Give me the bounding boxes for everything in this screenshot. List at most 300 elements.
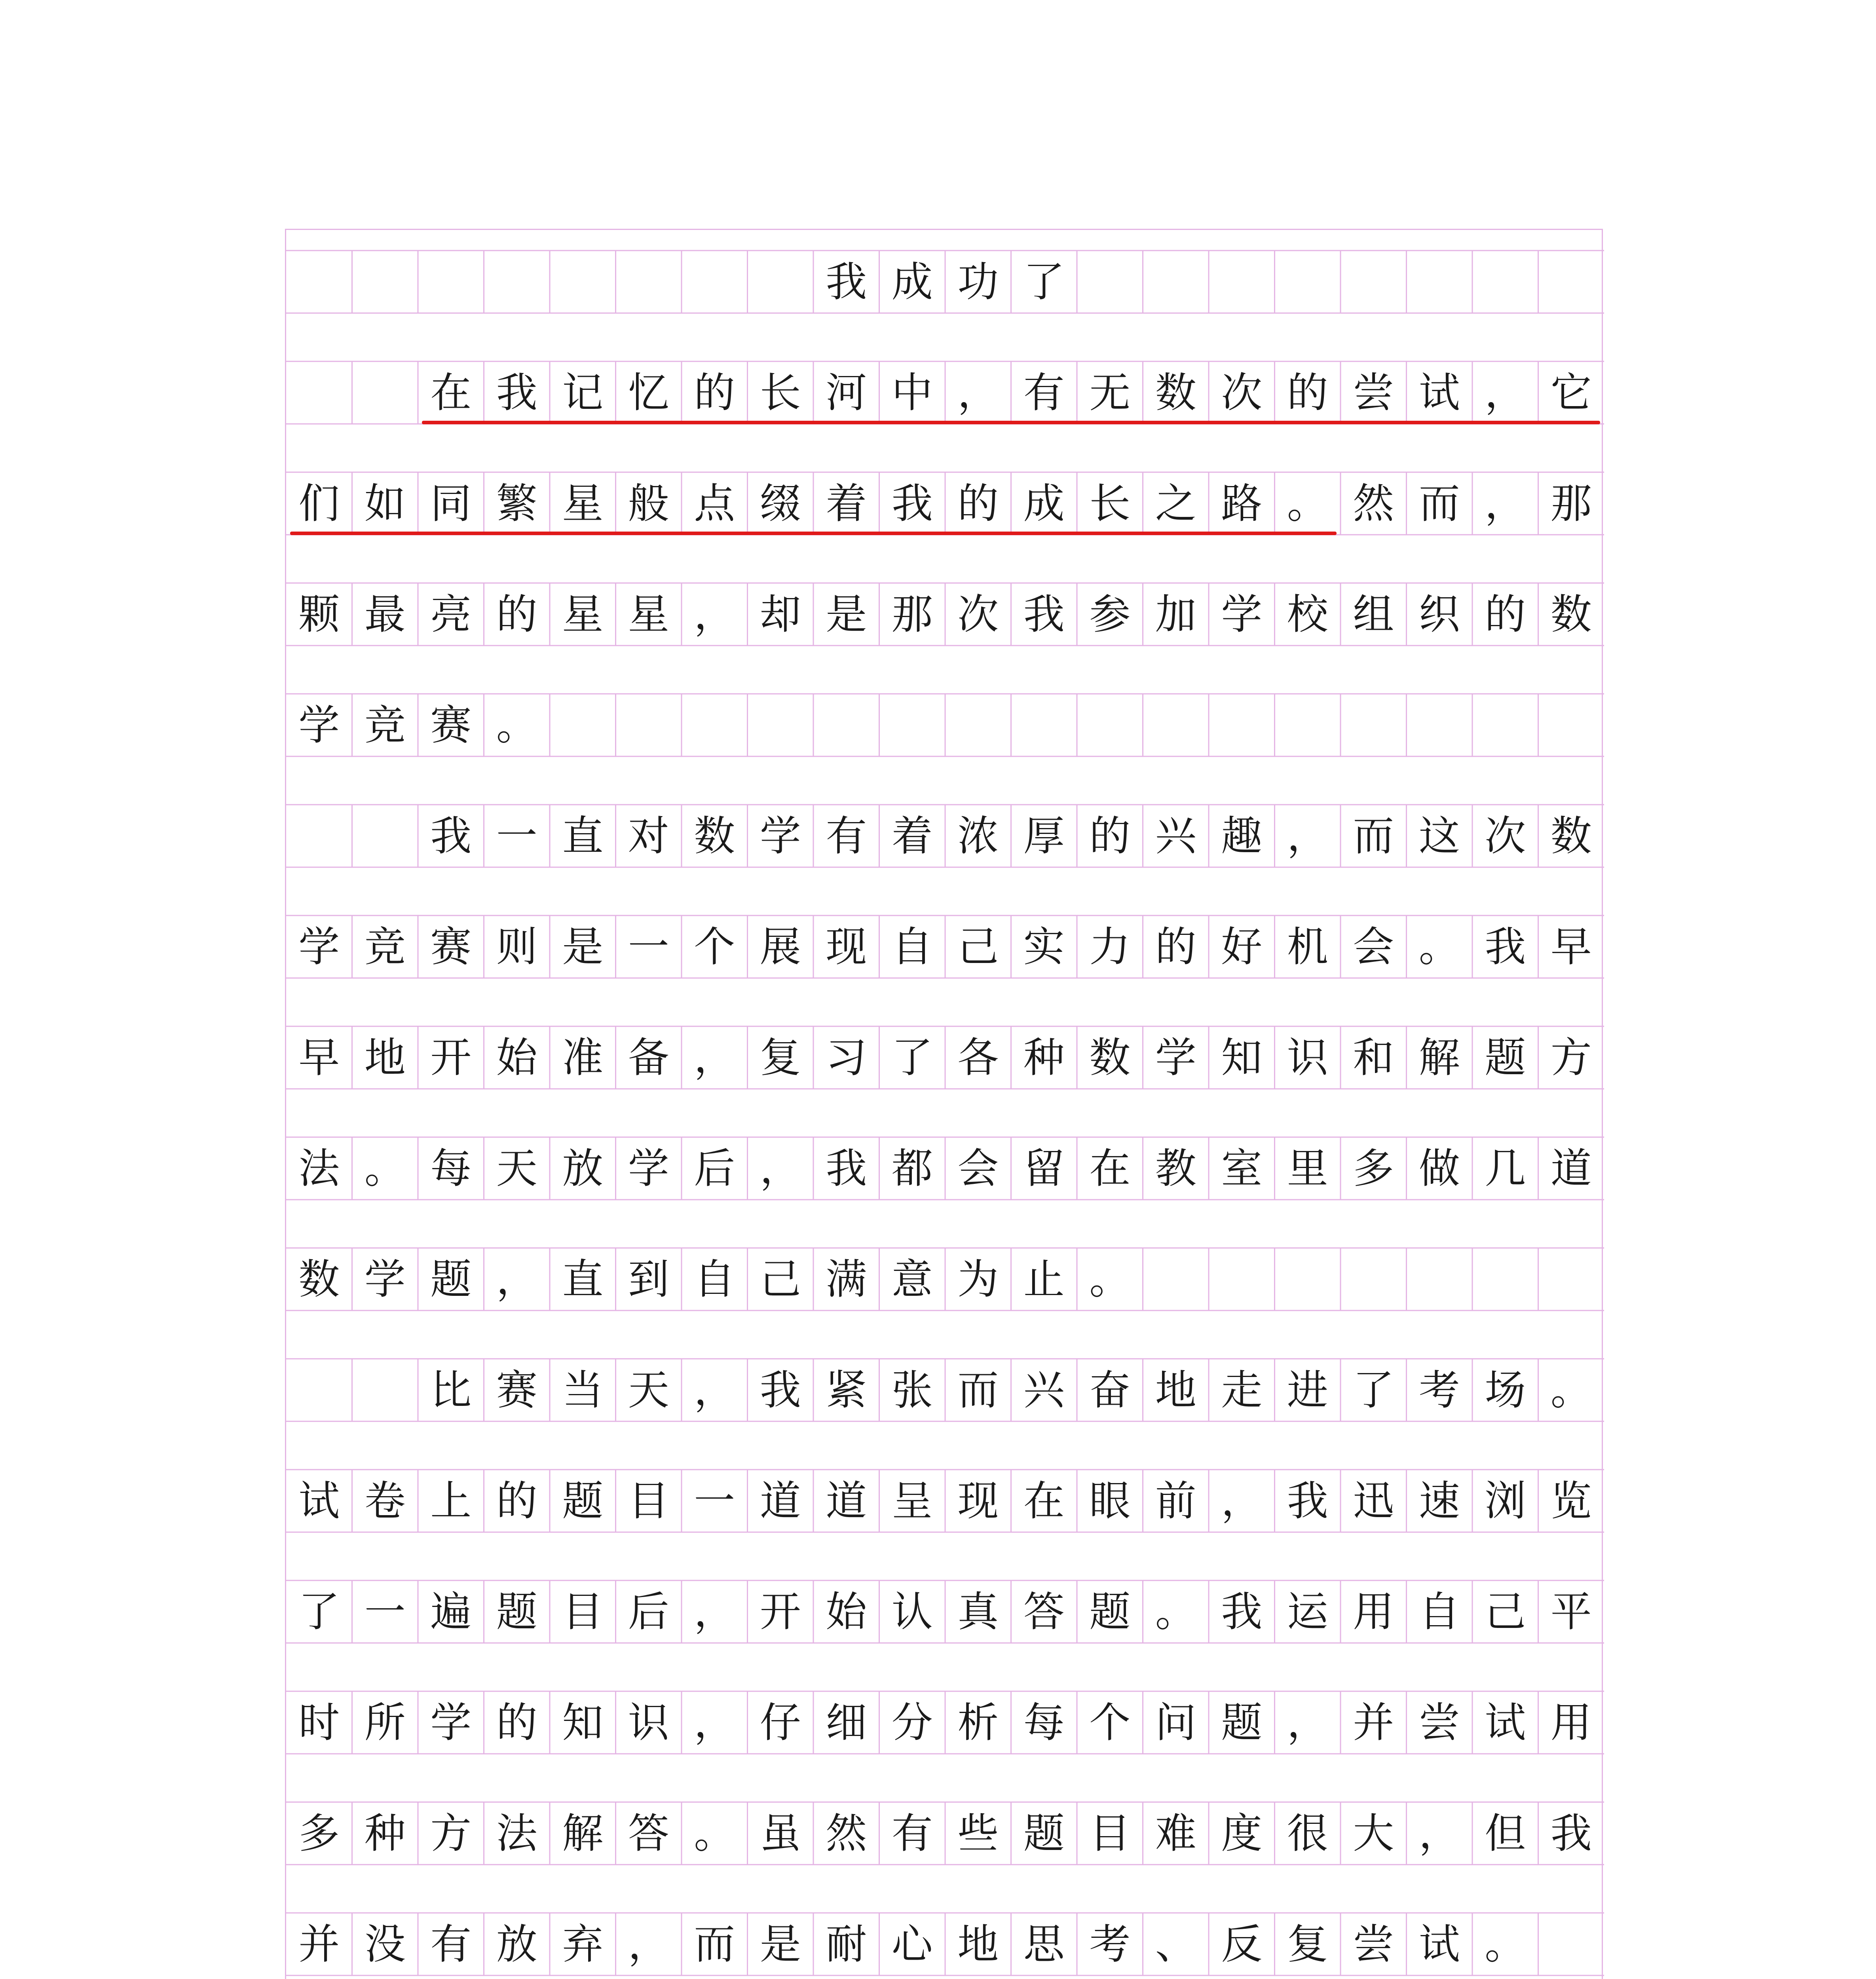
empty-cell xyxy=(352,251,418,313)
char-cell: 好 xyxy=(1221,923,1263,971)
char-cell: 呈 xyxy=(891,1477,933,1525)
char-cell: 遍 xyxy=(430,1588,472,1636)
char-cell: 的 xyxy=(1089,812,1131,860)
text-row xyxy=(286,805,1604,867)
char-cell: 后 xyxy=(694,1144,735,1193)
char-cell: 长 xyxy=(760,368,801,417)
char-cell: 路 xyxy=(1221,479,1263,528)
char-cell: 紧 xyxy=(826,1366,867,1414)
composition-grid-paper xyxy=(285,229,1603,1979)
char-cell: 题 xyxy=(1221,1698,1263,1747)
char-cell: 答 xyxy=(1023,1588,1065,1636)
char-cell: ， xyxy=(496,1255,537,1303)
char-cell: 问 xyxy=(1155,1698,1196,1747)
char-cell: 在 xyxy=(1023,1477,1065,1525)
char-cell: 。 xyxy=(1418,923,1460,971)
char-cell: ， xyxy=(957,368,999,417)
empty-cell xyxy=(1143,694,1209,756)
char-cell: 同 xyxy=(430,479,472,528)
empty-cell xyxy=(1472,694,1538,756)
char-cell: 场 xyxy=(1485,1366,1526,1414)
char-cell: 试 xyxy=(1485,1698,1526,1747)
empty-cell xyxy=(1538,1248,1604,1310)
char-cell: 加 xyxy=(1155,590,1196,638)
char-cell: 运 xyxy=(1287,1588,1328,1636)
char-cell: 在 xyxy=(1089,1144,1131,1193)
empty-cell xyxy=(1209,694,1275,756)
char-cell: 而 xyxy=(1418,479,1460,528)
char-cell: 多 xyxy=(1353,1144,1394,1193)
char-cell: 尝 xyxy=(1353,1920,1394,1968)
char-cell: 了 xyxy=(891,1033,933,1082)
char-cell: 法 xyxy=(496,1809,537,1857)
char-cell: 如 xyxy=(364,479,406,528)
char-cell: 题 xyxy=(496,1588,537,1636)
char-cell: 数 xyxy=(1550,812,1592,860)
char-cell: 目 xyxy=(1089,1809,1131,1857)
char-cell: 上 xyxy=(430,1477,472,1525)
text-row xyxy=(286,694,1604,756)
char-cell: 颗 xyxy=(298,590,340,638)
char-cell: 止 xyxy=(1023,1255,1065,1303)
char-cell: 长 xyxy=(1089,479,1131,528)
char-cell: 它 xyxy=(1550,368,1592,417)
char-cell: 有 xyxy=(891,1809,933,1857)
char-cell: 奋 xyxy=(1089,1366,1131,1414)
char-cell: 没 xyxy=(364,1920,406,1968)
char-cell: ， xyxy=(694,1366,735,1414)
text-row xyxy=(286,361,1604,424)
red-underline-annotation xyxy=(422,421,1600,424)
char-cell: 一 xyxy=(496,812,537,860)
char-cell: 在 xyxy=(430,368,472,417)
char-cell: 备 xyxy=(628,1033,669,1082)
char-cell: 我 xyxy=(496,368,537,417)
char-cell: 我 xyxy=(1221,1588,1263,1636)
char-cell: 为 xyxy=(957,1255,999,1303)
char-cell: 开 xyxy=(430,1033,472,1082)
char-cell: 有 xyxy=(430,1920,472,1968)
char-cell: 己 xyxy=(957,923,999,971)
char-cell: 学 xyxy=(1155,1033,1196,1082)
char-cell: 些 xyxy=(957,1809,999,1857)
char-cell: 中 xyxy=(891,368,933,417)
char-cell: 而 xyxy=(694,1920,735,1968)
char-cell: 我 xyxy=(1287,1477,1328,1525)
char-cell: 度 xyxy=(1221,1809,1263,1857)
empty-cell xyxy=(352,805,418,867)
char-cell: 学 xyxy=(628,1144,669,1193)
char-cell: 忆 xyxy=(628,368,669,417)
char-cell: 细 xyxy=(826,1698,867,1747)
char-cell: 的 xyxy=(1287,368,1328,417)
empty-cell xyxy=(682,694,748,756)
char-cell: 。 xyxy=(1550,1366,1592,1414)
char-cell: 着 xyxy=(826,479,867,528)
char-cell: 是 xyxy=(826,590,867,638)
char-cell: 题 xyxy=(1485,1033,1526,1082)
char-cell: 目 xyxy=(628,1477,669,1525)
char-cell: 功 xyxy=(957,258,999,306)
char-cell: 力 xyxy=(1089,923,1131,971)
char-cell: ， xyxy=(1418,1809,1460,1857)
char-cell: 是 xyxy=(562,923,604,971)
char-cell: 自 xyxy=(1418,1588,1460,1636)
char-cell: 直 xyxy=(562,1255,604,1303)
char-cell: 一 xyxy=(364,1588,406,1636)
char-cell: 自 xyxy=(694,1255,735,1303)
empty-cell xyxy=(352,361,418,424)
char-cell: 目 xyxy=(562,1588,604,1636)
char-cell: ， xyxy=(694,1033,735,1082)
empty-cell xyxy=(1011,694,1077,756)
char-cell: 星 xyxy=(562,479,604,528)
char-cell: 。 xyxy=(1155,1588,1196,1636)
text-row xyxy=(286,1137,1604,1200)
char-cell: 各 xyxy=(957,1033,999,1082)
char-cell: 会 xyxy=(957,1144,999,1193)
char-cell: 浓 xyxy=(957,812,999,860)
char-cell: 数 xyxy=(298,1255,340,1303)
empty-cell xyxy=(352,1359,418,1421)
char-cell: 解 xyxy=(1418,1033,1460,1082)
char-cell: 参 xyxy=(1089,590,1131,638)
char-cell: 早 xyxy=(298,1033,340,1082)
char-cell: 厚 xyxy=(1023,812,1065,860)
char-cell: 实 xyxy=(1023,923,1065,971)
char-cell: 开 xyxy=(760,1588,801,1636)
empty-cell xyxy=(1143,251,1209,313)
char-cell: 次 xyxy=(1485,812,1526,860)
char-cell: 学 xyxy=(364,1255,406,1303)
char-cell: 大 xyxy=(1353,1809,1394,1857)
char-cell: ， xyxy=(760,1144,801,1193)
char-cell: 地 xyxy=(957,1920,999,1968)
char-cell: 种 xyxy=(1023,1033,1065,1082)
char-cell: 虽 xyxy=(760,1809,801,1857)
char-cell: 道 xyxy=(1550,1144,1592,1193)
char-cell: 识 xyxy=(1287,1033,1328,1082)
char-cell: 直 xyxy=(562,812,604,860)
char-cell: 成 xyxy=(1023,479,1065,528)
char-cell: ， xyxy=(1287,1698,1328,1747)
empty-cell xyxy=(1472,1248,1538,1310)
char-cell: 多 xyxy=(298,1809,340,1857)
char-cell: 认 xyxy=(891,1588,933,1636)
char-cell: 然 xyxy=(1353,479,1394,528)
empty-cell xyxy=(748,251,814,313)
char-cell: 学 xyxy=(298,701,340,749)
text-row xyxy=(286,1026,1604,1089)
char-cell: 己 xyxy=(1485,1588,1526,1636)
char-cell: 般 xyxy=(628,479,669,528)
char-cell: 当 xyxy=(562,1366,604,1414)
char-cell: 方 xyxy=(1550,1033,1592,1082)
char-cell: 我 xyxy=(891,479,933,528)
char-cell: 校 xyxy=(1287,590,1328,638)
char-cell: 己 xyxy=(760,1255,801,1303)
char-cell: 星 xyxy=(562,590,604,638)
char-cell: 都 xyxy=(891,1144,933,1193)
char-cell: 赛 xyxy=(430,701,472,749)
char-cell: ， xyxy=(694,1588,735,1636)
char-cell: 的 xyxy=(496,1477,537,1525)
char-cell: 复 xyxy=(760,1033,801,1082)
char-cell: 竞 xyxy=(364,701,406,749)
char-cell: 并 xyxy=(1353,1698,1394,1747)
char-cell: 天 xyxy=(628,1366,669,1414)
empty-cell xyxy=(286,1359,352,1421)
char-cell: 河 xyxy=(826,368,867,417)
empty-cell xyxy=(418,251,484,313)
char-cell: 每 xyxy=(1023,1698,1065,1747)
char-cell: ， xyxy=(1221,1477,1263,1525)
char-cell: 我 xyxy=(1023,590,1065,638)
empty-cell xyxy=(1275,694,1341,756)
char-cell: 很 xyxy=(1287,1809,1328,1857)
empty-cell xyxy=(1209,251,1275,313)
char-cell: 一 xyxy=(628,923,669,971)
char-cell: 法 xyxy=(298,1144,340,1193)
char-cell: 那 xyxy=(1550,479,1592,528)
char-cell: 张 xyxy=(891,1366,933,1414)
char-cell: 点 xyxy=(694,479,735,528)
empty-cell xyxy=(1143,1248,1209,1310)
char-cell: 考 xyxy=(1418,1366,1460,1414)
char-cell: 速 xyxy=(1418,1477,1460,1525)
char-cell: 知 xyxy=(1221,1033,1263,1082)
char-cell: 到 xyxy=(628,1255,669,1303)
char-cell: 习 xyxy=(826,1033,867,1082)
char-cell: 然 xyxy=(826,1809,867,1857)
empty-cell xyxy=(1341,1248,1407,1310)
char-cell: 试 xyxy=(298,1477,340,1525)
char-cell: 复 xyxy=(1287,1920,1328,1968)
char-cell: 了 xyxy=(1353,1366,1394,1414)
char-cell: 织 xyxy=(1418,590,1460,638)
char-cell: 有 xyxy=(826,812,867,860)
empty-cell xyxy=(286,805,352,867)
char-cell: 览 xyxy=(1550,1477,1592,1525)
char-cell: 的 xyxy=(1155,923,1196,971)
char-cell: 每 xyxy=(430,1144,472,1193)
char-cell: 地 xyxy=(1155,1366,1196,1414)
char-cell: 着 xyxy=(891,812,933,860)
empty-cell xyxy=(286,251,352,313)
char-cell: 和 xyxy=(1353,1033,1394,1082)
char-cell: 做 xyxy=(1418,1144,1460,1193)
char-cell: 几 xyxy=(1485,1144,1526,1193)
empty-cell xyxy=(616,694,682,756)
char-cell: 。 xyxy=(1485,1920,1526,1968)
char-cell: 学 xyxy=(1221,590,1263,638)
char-cell: 数 xyxy=(1155,368,1196,417)
empty-cell xyxy=(1407,251,1473,313)
char-cell: 我 xyxy=(430,812,472,860)
char-cell: 了 xyxy=(298,1588,340,1636)
char-cell: 并 xyxy=(298,1920,340,1968)
char-cell: ， xyxy=(628,1920,669,1968)
empty-cell xyxy=(550,251,616,313)
char-cell: 卷 xyxy=(364,1477,406,1525)
char-cell: 尝 xyxy=(1418,1698,1460,1747)
char-cell: 走 xyxy=(1221,1366,1263,1414)
char-cell: 试 xyxy=(1418,368,1460,417)
char-cell: 析 xyxy=(957,1698,999,1747)
char-cell: 准 xyxy=(562,1033,604,1082)
empty-cell xyxy=(1341,694,1407,756)
char-cell: 弃 xyxy=(562,1920,604,1968)
char-cell: 前 xyxy=(1155,1477,1196,1525)
char-cell: 兴 xyxy=(1023,1366,1065,1414)
char-cell: 星 xyxy=(628,590,669,638)
char-cell: 了 xyxy=(1023,258,1065,306)
char-cell: 放 xyxy=(562,1144,604,1193)
char-cell: 的 xyxy=(1485,590,1526,638)
char-cell: ， xyxy=(1485,368,1526,417)
char-cell: 题 xyxy=(430,1255,472,1303)
char-cell: ， xyxy=(694,590,735,638)
char-cell: 题 xyxy=(1089,1588,1131,1636)
empty-cell xyxy=(286,361,352,424)
empty-cell xyxy=(1275,251,1341,313)
char-cell: 方 xyxy=(430,1809,472,1857)
empty-cell xyxy=(1341,251,1407,313)
text-row xyxy=(286,1802,1604,1865)
char-cell: 始 xyxy=(496,1033,537,1082)
char-cell: 对 xyxy=(628,812,669,860)
char-cell: 真 xyxy=(957,1588,999,1636)
char-cell: 的 xyxy=(496,590,537,638)
char-cell: 耐 xyxy=(826,1920,867,1968)
char-cell: 却 xyxy=(760,590,801,638)
char-cell: 时 xyxy=(298,1698,340,1747)
empty-cell xyxy=(1275,1248,1341,1310)
empty-cell xyxy=(1538,694,1604,756)
char-cell: 进 xyxy=(1287,1366,1328,1414)
char-cell: 亮 xyxy=(430,590,472,638)
char-cell: 地 xyxy=(364,1033,406,1082)
char-cell: 最 xyxy=(364,590,406,638)
char-cell: 的 xyxy=(496,1698,537,1747)
char-cell: 一 xyxy=(694,1477,735,1525)
text-row xyxy=(286,472,1604,535)
char-cell: 种 xyxy=(364,1809,406,1857)
text-row xyxy=(286,1470,1604,1532)
char-cell: 次 xyxy=(957,590,999,638)
char-cell: 眼 xyxy=(1089,1477,1131,1525)
text-row xyxy=(286,1691,1604,1754)
char-cell: 这 xyxy=(1418,812,1460,860)
char-cell: 题 xyxy=(1023,1809,1065,1857)
char-cell: 而 xyxy=(957,1366,999,1414)
char-cell: 现 xyxy=(957,1477,999,1525)
text-row xyxy=(286,1248,1604,1310)
char-cell: 仔 xyxy=(760,1698,801,1747)
empty-cell xyxy=(616,251,682,313)
char-cell: ， xyxy=(694,1698,735,1747)
char-cell: 识 xyxy=(628,1698,669,1747)
empty-cell xyxy=(945,694,1011,756)
char-cell: 个 xyxy=(1089,1698,1131,1747)
char-cell: 我 xyxy=(1485,923,1526,971)
char-cell: 有 xyxy=(1023,368,1065,417)
char-cell: 记 xyxy=(562,368,604,417)
char-cell: 无 xyxy=(1089,368,1131,417)
char-cell: 教 xyxy=(1155,1144,1196,1193)
char-cell: 学 xyxy=(298,923,340,971)
char-cell: 学 xyxy=(430,1698,472,1747)
char-cell: 尝 xyxy=(1353,368,1394,417)
text-row xyxy=(286,1359,1604,1421)
char-cell: 始 xyxy=(826,1588,867,1636)
empty-cell xyxy=(879,694,946,756)
char-cell: 解 xyxy=(562,1809,604,1857)
char-cell: 道 xyxy=(826,1477,867,1525)
text-row xyxy=(286,1913,1604,1975)
char-cell: 们 xyxy=(298,479,340,528)
char-cell: 里 xyxy=(1287,1144,1328,1193)
char-cell: 用 xyxy=(1550,1698,1592,1747)
red-underline-annotation xyxy=(290,532,1337,535)
char-cell: 的 xyxy=(957,479,999,528)
char-cell: 早 xyxy=(1550,923,1592,971)
char-cell: 那 xyxy=(891,590,933,638)
char-cell: 赛 xyxy=(496,1366,537,1414)
char-cell: 平 xyxy=(1550,1588,1592,1636)
char-cell: 兴 xyxy=(1155,812,1196,860)
char-cell: 机 xyxy=(1287,923,1328,971)
char-cell: 、 xyxy=(1155,1920,1196,1968)
char-cell: 题 xyxy=(562,1477,604,1525)
char-cell: 但 xyxy=(1485,1809,1526,1857)
char-cell: 是 xyxy=(760,1920,801,1968)
empty-cell xyxy=(1077,251,1143,313)
char-cell: 。 xyxy=(1287,479,1328,528)
char-cell: 成 xyxy=(891,258,933,306)
char-cell: 浏 xyxy=(1485,1477,1526,1525)
char-cell: 自 xyxy=(891,923,933,971)
char-cell: 赛 xyxy=(430,923,472,971)
char-cell: 。 xyxy=(1089,1255,1131,1303)
char-cell: 现 xyxy=(826,923,867,971)
empty-cell xyxy=(484,251,550,313)
char-cell: 。 xyxy=(496,701,537,749)
empty-cell xyxy=(1472,251,1538,313)
char-cell: 比 xyxy=(430,1366,472,1414)
char-cell: 个 xyxy=(694,923,735,971)
char-cell: 趣 xyxy=(1221,812,1263,860)
char-cell: 而 xyxy=(1353,812,1394,860)
char-cell: 之 xyxy=(1155,479,1196,528)
char-cell: 思 xyxy=(1023,1920,1065,1968)
text-row xyxy=(286,583,1604,646)
char-cell: 则 xyxy=(496,923,537,971)
char-cell: 。 xyxy=(694,1809,735,1857)
char-cell: 会 xyxy=(1353,923,1394,971)
char-cell: 意 xyxy=(891,1255,933,1303)
char-cell: 繁 xyxy=(496,479,537,528)
char-cell: 试 xyxy=(1418,1920,1460,1968)
char-cell: 后 xyxy=(628,1588,669,1636)
char-cell: 所 xyxy=(364,1698,406,1747)
char-cell: 展 xyxy=(760,923,801,971)
title-row xyxy=(286,251,1604,313)
char-cell: 数 xyxy=(694,812,735,860)
char-cell: 的 xyxy=(694,368,735,417)
char-cell: 心 xyxy=(891,1920,933,1968)
char-cell: 数 xyxy=(1550,590,1592,638)
